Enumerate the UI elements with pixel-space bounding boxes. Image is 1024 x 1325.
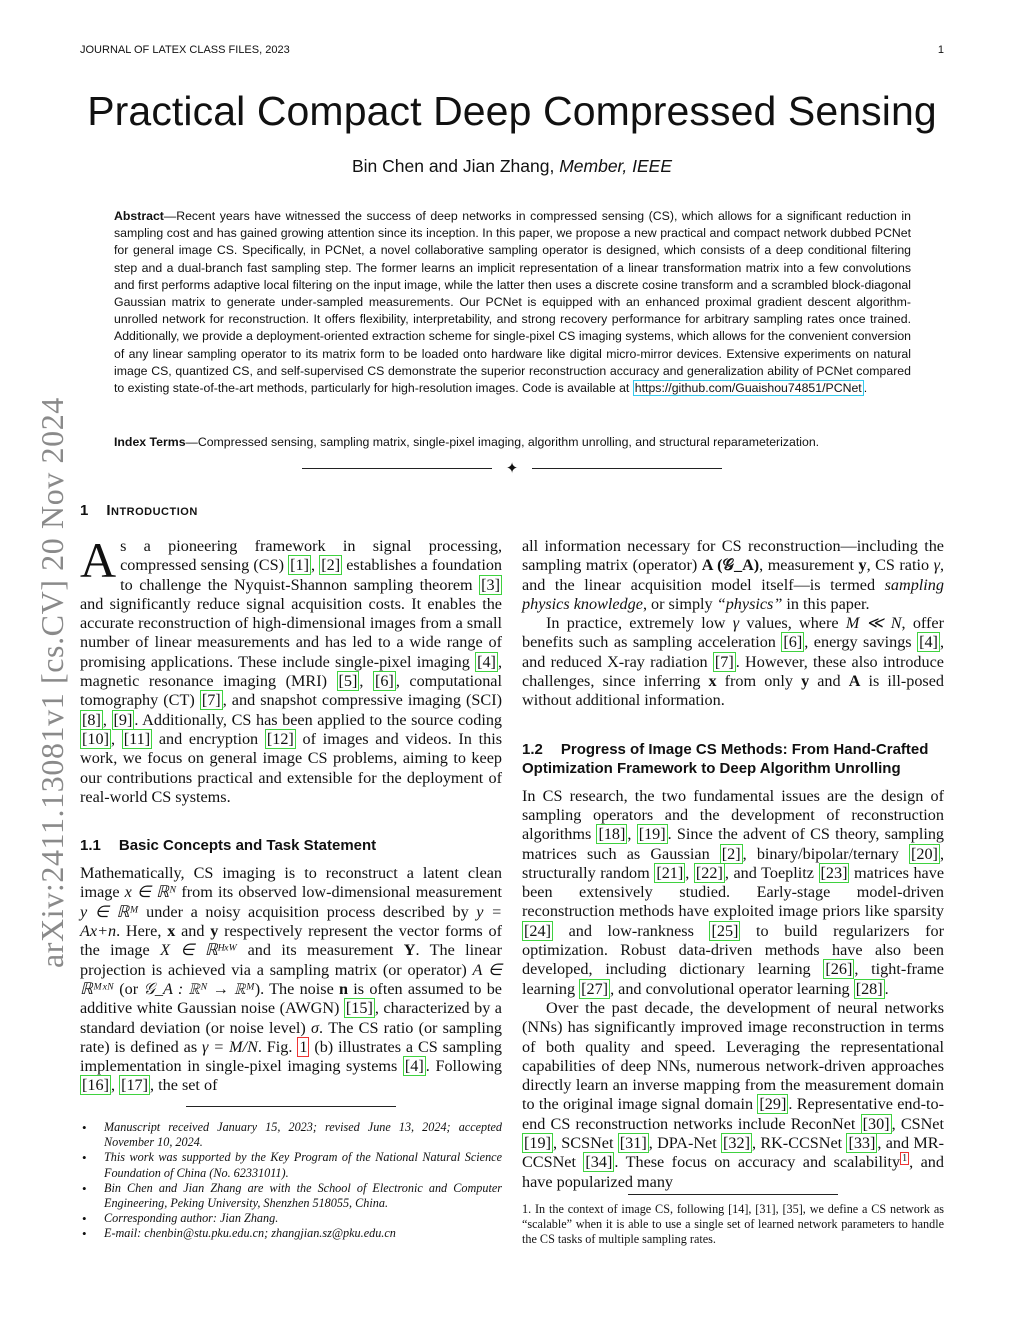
citation[interactable]: [27]: [581, 979, 609, 998]
footnote-item: • This work was supported by the Key Program of the National Natural Science Foundation of China (No. 62331011).: [80, 1150, 502, 1180]
left-column: [80, 502, 503, 1096]
index-terms: [114, 434, 911, 451]
intro-paragraph: As a pioneering framework in signal processing, compressed sensing (CS) [1] , [2] establishes a foundation to challenge the Nyquist-Shannon sampling theorem [3] and significantly reduce signal acquisition costs. It enables the accurate reconstruction of high-dimensional images from a small number of linear measurements and has led to a wide range of promising applications. These include single-pixel imaging [4] , magnetic resonance imaging (MRI) [5] , [6] , computational tomography (CT) [7] , and snapshot compressive imaging (SCI) [8] , [9] . Additionally, CS has been applied to the source coding [10] , [11] and encryption [12] of images and videos. In this work, we focus on general image CS problems, aiming to keep our contributions practical and extensible for the deployment of real-world CS systems.: [80, 532, 503, 806]
citation[interactable]: [6]: [783, 633, 803, 652]
citation[interactable]: [18]: [598, 825, 626, 844]
citation[interactable]: [7]: [714, 652, 734, 671]
citation[interactable]: [15]: [345, 999, 373, 1018]
citation[interactable]: [31]: [619, 1134, 647, 1153]
arxiv-stamp: arXiv:2411.13081v1 [cs.CV] 20 Nov 2024: [34, 397, 70, 968]
citation[interactable]: [32]: [723, 1134, 750, 1153]
citation[interactable]: [29]: [759, 1095, 787, 1114]
citation[interactable]: [16]: [82, 1076, 109, 1095]
index-terms-label: Index Terms: [114, 435, 186, 449]
code-link[interactable]: https://github.com/Guaishou74851/PCNet: [634, 381, 862, 396]
author-names: Bin Chen and Jian Zhang,: [351, 156, 560, 176]
page-number: 1: [937, 44, 944, 56]
section-1-1-number: 1.1: [80, 837, 101, 855]
footnote-item: • Bin Chen and Jian Zhang are with the School of Electronic and Computer Engineering, Peking University, Shenzhen 518055, China.: [80, 1181, 502, 1211]
citation[interactable]: [2]: [721, 844, 741, 863]
paper-title: Practical Compact Deep Compressed Sensing: [87, 88, 937, 134]
citation[interactable]: [20]: [910, 844, 938, 863]
citation[interactable]: [1]: [290, 556, 310, 575]
footnote-marker[interactable]: 1: [902, 1152, 908, 1164]
section-1-2-number: 1.2: [522, 740, 543, 758]
citation[interactable]: [5]: [338, 672, 358, 691]
abstract-end: .: [863, 381, 868, 396]
citation[interactable]: [9]: [113, 710, 133, 729]
citation[interactable]: [12]: [266, 729, 294, 748]
citation[interactable]: [21]: [656, 863, 684, 882]
authors: [0, 156, 1024, 177]
footnote-item: • Manuscript received January 15, 2023; revised June 13, 2024; accepted November 10, 2024.: [80, 1120, 502, 1150]
citation[interactable]: [11]: [123, 729, 151, 748]
citation[interactable]: [8]: [82, 710, 101, 729]
footnote-rule-left: [186, 1106, 396, 1107]
divider-line-right: [532, 468, 722, 469]
citation[interactable]: [4]: [477, 652, 496, 671]
citation[interactable]: [30]: [862, 1114, 890, 1133]
drop-cap: A: [80, 532, 117, 588]
citation[interactable]: [2]: [321, 556, 341, 575]
abstract-label: Abstract: [114, 209, 164, 223]
citation[interactable]: [6]: [374, 672, 394, 691]
divider-line-left: [302, 468, 492, 469]
neural-network-paragraph: Over the past decade, the development of neural networks (NNs) has significantly improved image reconstruction in terms of both quality and speed. Leveraging the representational capabilities of deep NNs, numerous network-driven approaches directly learn an inverse mapping from the measurement domain to the original image signal domain [29] . Representative end-to-end CS reconstruction networks include ReconNet [30] , CSNet [19] , SCSNet [31] , DPA-Net [32] , RK-CCSNet [33] , and MR-CCSNet [34] . These focus on accuracy and scalability $^1$ , and have popularized many: [522, 998, 944, 1191]
section-1-1-heading: [80, 836, 502, 855]
citation[interactable]: [33]: [848, 1134, 876, 1153]
figure-reference[interactable]: 1: [299, 1037, 308, 1056]
footnote-rule-right: [628, 1194, 838, 1195]
footnote-item: • E-mail: chenbin@stu.pku.edu.cn; zhangjian.sz@pku.edu.cn: [80, 1226, 502, 1241]
citation[interactable]: [19]: [524, 1134, 551, 1153]
section-1-1-title: Basic Concepts and Task Statement: [118, 837, 377, 855]
citation[interactable]: [4]: [919, 633, 938, 652]
abstract-text: —Recent years have witnessed the success of deep networks in compressed sensing (CS), which allows for a significant reduction in sampling cost and has gained growing attention since its inception. In this paper, we propose a new practical and compact network dubbed PCNet for general image CS. Specifically, in PCNet, a novel collaborative sampling operator is designed, which consists of a deep conditional filtering step and a dual-branch fast sampling step. The former learns an implicit representation of a linear transformation matrix into a few convolutions and first performs adaptive local filtering on the input image, while the latter then uses a discrete cosine transform and a scrambled block-diagonal Gaussian matrix to generate under-sampled measurements. Our PCNet is equipped with an enhanced proximal gradient descent algorithm-unrolled network for reconstruction. It offers flexibility, interpretability, and strong recovery performance for arbitrary sampling rates once trained. Additionally, we provide a deployment-oriented extraction scheme for single-pixel CS imaging systems, which allows for the convenient conversion of any linear sampling operator to its matrix form to be loaded onto hardware like digital micro-mirror devices. Extensive experiments on natural image CS, quantized CS, and self-supervised CS demonstrate the superior reconstruction accuracy and generalization ability of PCNet compared to existing state-of-the-art methods, particularly for high-resolution images. Code is available at: [114, 209, 911, 396]
footnotes-left: [80, 1120, 502, 1242]
divider-star-icon: ✦: [505, 461, 519, 477]
basic-concepts-paragraph: Mathematically, CS imaging is to reconstruct a latent clean image x ∈ ℝᴺ from its observed low-dimensional measurement y ∈ ℝᴹ under a noisy acquisition process described by y = Ax+n. Here, x and y respectively represent the vector forms of the image X ∈ ℝᴴˣᵂ and its measurement Y. The linear projection is achieved via a sampling matrix (or operator) A ∈ ℝᴹˣᴺ (or 𝒢_A : ℝᴺ → ℝᴹ). The noise n is often assumed to be additive white Gaussian noise (AWGN) [15] , characterized by a standard deviation (or noise level) σ. The CS ratio (or sampling rate) is defined as γ = M/N. Fig. 1 (b) illustrates a CS sampling implementation in single-pixel imaging systems [4] . Following [16] , [17] , the set of: [80, 864, 503, 1095]
section-1-title: Introduction: [106, 502, 198, 519]
footnote-right: 1. In the context of image CS, following [14], [31], [35], we define a CS network as “scalable” when it is able to use a single set of learned network parameters to handle the CS tasks of multiple sampling rates.: [522, 1202, 944, 1247]
journal-name: JOURNAL OF LATEX CLASS FILES, 2023: [80, 44, 290, 56]
citation[interactable]: [24]: [524, 921, 551, 940]
citation[interactable]: [28]: [855, 979, 883, 998]
section-1-heading: [80, 501, 198, 520]
abstract: [114, 208, 911, 397]
citation[interactable]: [19]: [638, 825, 666, 844]
physics-paragraph: all information necessary for CS reconstruction—including the sampling matrix (operator) A (𝒢_A), measurement y, CS ratio γ, and the linear acquisition model itself—is termed sampling physics knowledge, or simply “physics” in this paper.: [522, 537, 944, 613]
citation[interactable]: [26]: [825, 960, 853, 979]
author-affiliation: Member, IEEE: [559, 156, 673, 176]
footnote-item: • Corresponding author: Jian Zhang.: [80, 1211, 502, 1226]
section-1-2-title: Progress of Image CS Methods: From Hand-Crafted Optimization Framework to Deep Algorithm Unrolling: [522, 740, 929, 777]
citation[interactable]: [25]: [711, 921, 739, 940]
citation[interactable]: [3]: [481, 575, 500, 594]
citation[interactable]: [10]: [82, 729, 109, 748]
citation[interactable]: [22]: [695, 863, 723, 882]
index-terms-text: —Compressed sensing, sampling matrix, single-pixel imaging, algorithm unrolling, and structural reparameterization.: [185, 435, 820, 449]
cs-research-paragraph: In CS research, the two fundamental issues are the design of sampling operators and the development of reconstruction algorithms [18] , [19] . Since the advent of CS theory, sampling matrices such as Gaussian [2] , binary/bipolar/ternary [20] , structurally random [21] , [22] , and Toeplitz [23] matrices have been extensively studied. Early-stage model-driven reconstruction methods have exploited image priors like sparsity [24] and low-rankness [25] to build regularizers for optimization. Robust data-driven methods have also been developed, including dictionary learning [26] , tight-frame learning [27] , and convolutional operator learning [28] .: [522, 786, 945, 998]
citation[interactable]: [23]: [820, 863, 848, 882]
section-1-number: 1: [80, 502, 89, 519]
section-1-2-heading: [522, 740, 944, 778]
right-column: [522, 537, 944, 1192]
citation[interactable]: [4]: [404, 1057, 424, 1076]
citation[interactable]: [17]: [121, 1076, 149, 1095]
low-ratio-paragraph: In practice, extremely low γ values, where M ≪ N, offer benefits such as sampling acceleration [6] , energy savings [4] , and reduced X-ray radiation [7] . However, these also introduce challenges, since inferring x from only y and A is ill-posed without additional information.: [522, 614, 944, 710]
citation[interactable]: [7]: [201, 691, 221, 710]
running-head: [80, 44, 944, 56]
citation[interactable]: [34]: [585, 1153, 613, 1172]
section-divider: [302, 461, 722, 477]
